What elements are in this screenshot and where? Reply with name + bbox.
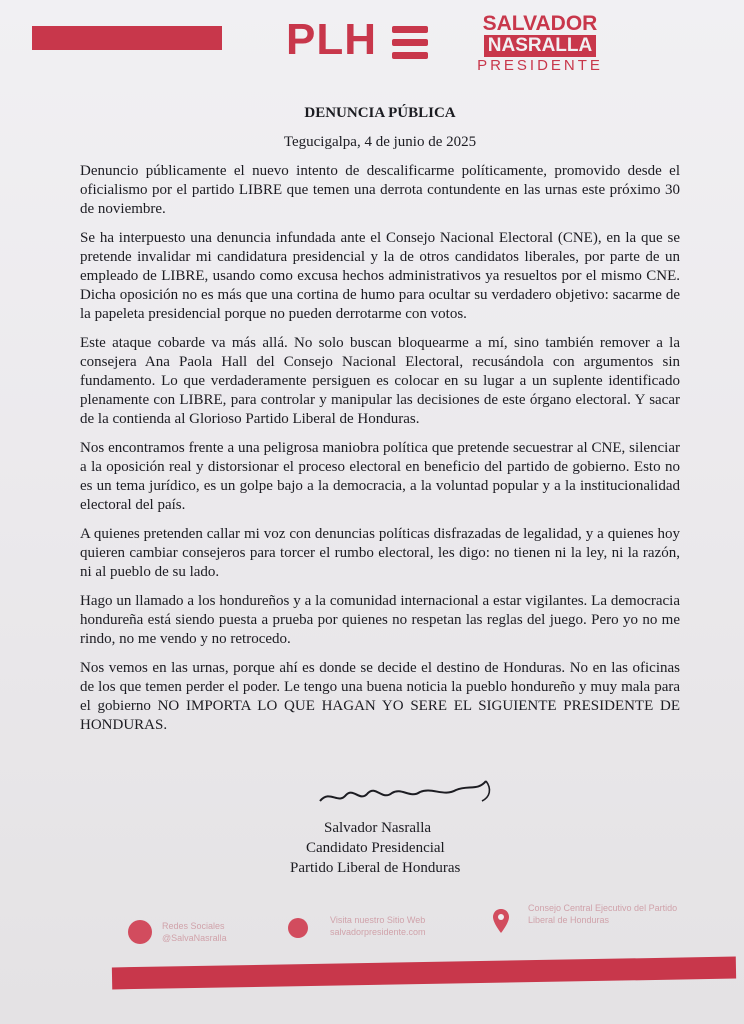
candidate-logo (470, 12, 610, 75)
paragraph-3: Este ataque cobarde va más allá. No solo buscan bloquearme a mí, sino también remover a la consejera Ana Paola Hall del Consejo Nacional Electoral, recusándola con argumentos sin fundamento. Lo que verdaderamente persiguen es colocar en su lugar a un suplente identificado plenamente con LIBRE, para controlar y manipular las decisiones de este órgano electoral. Y sacar de la contienda al Glorioso Partido Liberal de Honduras. (80, 335, 680, 427)
flag-stripes-icon (392, 26, 428, 65)
check-icon (128, 920, 152, 944)
plh-logo: PLH (286, 15, 377, 64)
header-red-band (32, 26, 222, 50)
footer-social: Redes Sociales @SalvaNasralla (162, 921, 227, 943)
signer-name: Salvador Nasralla (324, 820, 432, 836)
paragraph-2: Se ha interpuesto una denuncia infundada ante el Consejo Nacional Electoral (CNE), en la que se pretende invalidar mi candidatura presidencial y la de otros candidatos liberales, por parte de un empleado de LIBRE, usando como excusa hechos administrativos ya resueltos por el mismo CNE. Dicha oposición no es más que una cortina de humo para ocultar su verdadero objetivo: sacarme de la papeleta presidencial porque no pueden derrotarme con votos. (80, 230, 680, 322)
letter-date: Tegucigalpa, 4 de junio de 2025 (283, 134, 477, 150)
paragraph-6: Hago un llamado a los hondureños y a la comunidad internacional a estar vigilantes. La democracia hondureña está siendo puesta a prueba por quienes no respetan las reglas del juego. Pero yo no me rindo, no me vendo y no retrocedo. (80, 593, 680, 647)
brand-line-1: SALVADOR (482, 12, 598, 35)
signature-block (290, 818, 460, 878)
paragraph-4: Nos encontramos frente a una peligrosa maniobra política que pretende secuestrar al CNE, silenciar a la oposición real y distorsionar el proceso electoral en beneficio del partido de gobierno. Esto no es un tema jurídico, es un golpe bajo a la democracia, a la voluntad popular y a la institucionalidad electoral del país. (80, 440, 680, 513)
paragraph-7: Nos vemos en las urnas, porque ahí es donde se decide el destino de Honduras. No en las oficinas de los que temen perder el poder. Le tengo una buena noticia la pueblo hondureño y muy mala para el gobierno NO IMPORTA LO QUE HAGAN YO SERE EL SIGUIENTE PRESIDENTE DE HONDURAS. (80, 660, 680, 733)
footer-address: Consejo Central Ejecutivo del Partido Liberal de Honduras (528, 903, 678, 925)
globe-icon (288, 918, 308, 938)
footer-website: Visita nuestro Sitio Web salvadorpresidente.com (330, 915, 426, 937)
signer-party: Partido Liberal de Honduras (290, 860, 461, 876)
paragraph-1: Denuncio públicamente el nuevo intento de descalificarme políticamente, promovido desde el oficialismo por el partido LIBRE que temen una derrota contundente en las urnas este próximo 30 de noviembre. (80, 163, 680, 217)
paragraph-5: A quienes pretenden callar mi voz con denuncias políticas disfrazadas de legalidad, y a quienes hoy quieren cambiar consejeros para torcer el rumbo electoral, les digo: no tienen ni la ley, ni la razón, ni al pueblo de su lado. (80, 526, 680, 580)
signer-role: Candidato Presidencial (306, 840, 445, 856)
location-pin-icon (492, 908, 510, 934)
brand-line-2: NASRALLA (484, 35, 597, 57)
letter-body (80, 104, 680, 745)
letter-title: DENUNCIA PÚBLICA (304, 105, 456, 121)
brand-line-3: PRESIDENTE (477, 57, 603, 74)
